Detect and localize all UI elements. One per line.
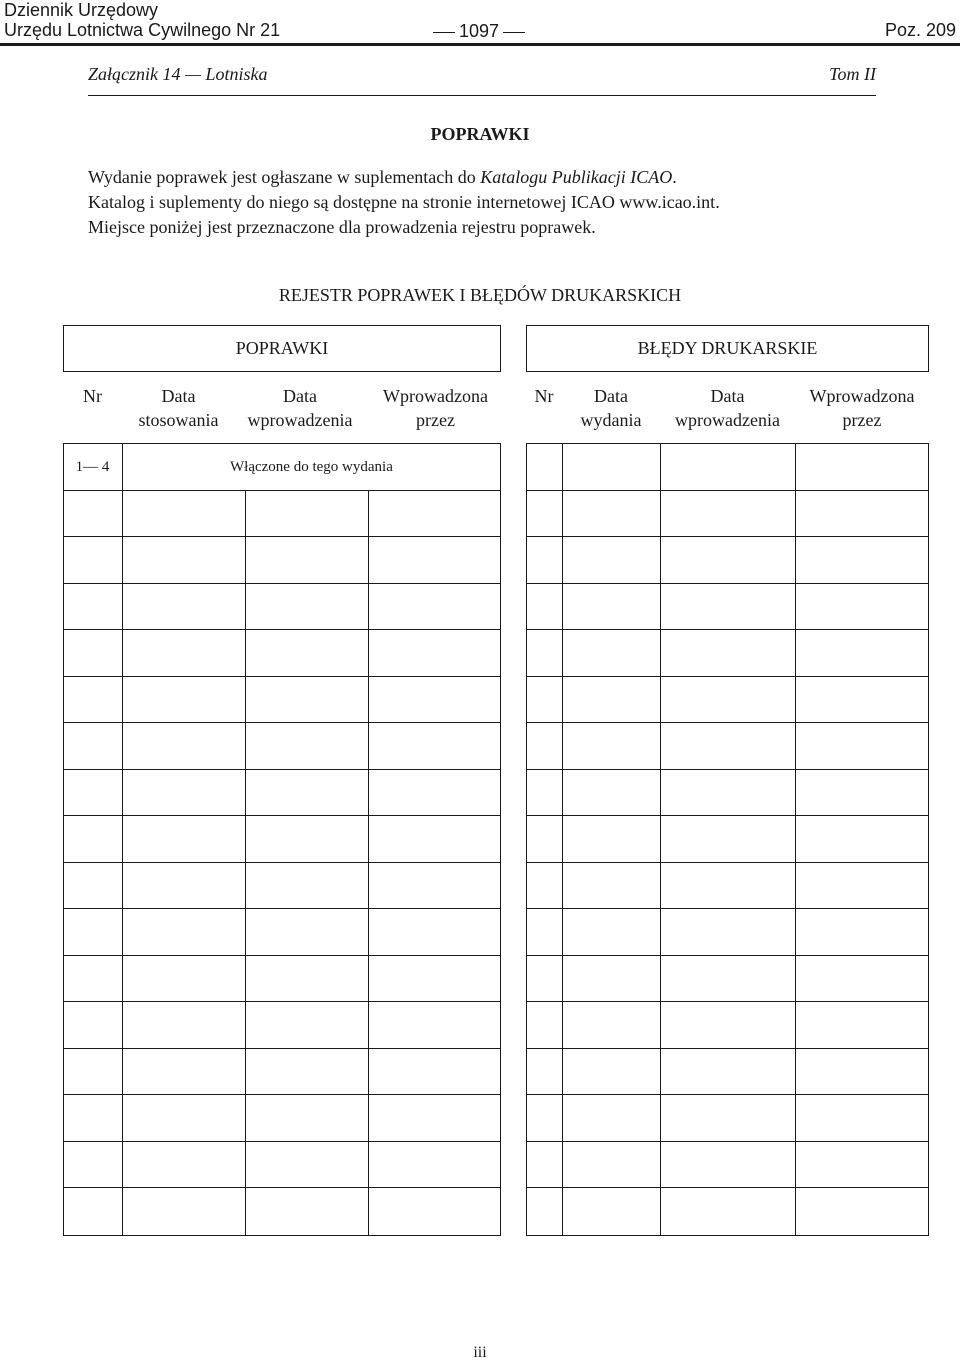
corrigenda-col-divider-2 [660,443,661,1236]
annex-title: Załącznik 14 — Lotniska [88,64,268,84]
corrigenda-col-header-entry-date-line2: wprowadzenia [675,410,780,430]
position-number: Poz. 209 [884,20,956,40]
publication-title [4,0,280,40]
amendments-col-header-nr [63,384,122,408]
corrigenda-col-header-entry-date [660,384,795,432]
intro-line-1-suffix: . [672,167,677,187]
volume-label: Tom II [829,64,876,84]
amendments-row-line [63,955,501,956]
amendments-col-header-entered-by-line2: przez [416,410,455,430]
corrigenda-col-header-issue-date-line1: Data [594,386,628,406]
corrigenda-col-header-issue-date [562,384,660,432]
corrigenda-col-header-entered-by-line2: przez [842,410,882,430]
subheader-divider [88,95,876,96]
page-number-rule-left [433,32,455,33]
page-number-rule-right [503,32,525,33]
amendments-col-divider-1 [122,443,123,1236]
corrigenda-col-divider-3 [795,443,796,1236]
page-number: 1097 [458,21,500,41]
corrigenda-row-line [526,676,929,677]
amendments-col-header-application-date-line1: Data [161,386,196,406]
publication-line-1: Dziennik Urzędowy [4,0,159,20]
publication-line-2: Urzędu Lotnictwa Cywilnego Nr 21 [4,20,281,40]
corrigenda-row-line [526,769,929,770]
amendments-row-line [63,583,501,584]
amendments-row-line [63,676,501,677]
corrigenda-row-line [526,1094,929,1095]
corrigenda-row-line [526,629,929,630]
amendments-col-divider-3 [368,490,369,1236]
corrigenda-col-header-nr [526,384,562,408]
corrigenda-row-line [526,1187,929,1188]
amendments-first-row-note: Włączone do tego wydania [230,459,393,475]
amendments-col-header-application-date [122,384,235,432]
corrigenda-row-line [526,908,929,909]
register-title: REJESTR POPRAWEK I BŁĘDÓW DRUKARSKICH [278,285,682,305]
intro-paragraph [88,165,888,240]
corrigenda-col-divider-1 [562,443,563,1236]
corrigenda-row-line [526,862,929,863]
amendments-col-divider-2 [245,490,246,1236]
amendments-col-header-entry-date-line2: wprowadzenia [247,410,353,430]
intro-line-1-prefix: Wydanie poprawek jest ogłaszane w suplementach do [88,167,481,187]
page-title: POPRAWKI [430,124,530,144]
intro-line-1 [88,165,888,190]
amendments-row-line [63,629,501,630]
amendments-col-header-entered-by [370,384,501,432]
amendments-row-line [63,862,501,863]
corrigenda-row-line [526,1001,929,1002]
corrigenda-col-header-entered-by [795,384,929,432]
amendments-first-row-number: 1— 4 [75,459,110,475]
amendments-row-line [63,1094,501,1095]
amendments-row-line [63,722,501,723]
amendments-row-line [63,1048,501,1049]
corrigenda-col-header-nr-line1: Nr [534,386,554,406]
amendments-row-line [63,815,501,816]
amendments-col-header-nr-line1: Nr [83,386,102,406]
header-divider [0,43,960,46]
amendments-heading: POPRAWKI [235,338,329,358]
corrigenda-row-line [526,536,929,537]
amendments-row-line [63,908,501,909]
amendments-row-line [63,1141,501,1142]
page-folio: iii [473,1344,487,1361]
amendments-col-header-entry-date [235,384,365,432]
intro-line-3: Miejsce poniżej jest przeznaczone dla prowadzenia rejestru poprawek. [88,217,596,237]
corrigenda-row-line [526,955,929,956]
corrigenda-row-line [526,490,929,491]
corrigenda-col-header-issue-date-line2: wydania [580,410,642,430]
corrigenda-col-header-entered-by-line1: Wprowadzona [809,386,915,406]
corrigenda-heading: BŁĘDY DRUKARSKIE [637,338,818,358]
page-number-block [433,21,525,41]
amendments-col-header-application-date-line2: stosowania [138,410,219,430]
amendments-col-header-entered-by-line1: Wprowadzona [383,386,488,406]
amendments-row-line [63,769,501,770]
amendments-col-header-entry-date-line1: Data [283,386,317,406]
amendments-row-line [63,1187,501,1188]
corrigenda-row-line [526,1048,929,1049]
corrigenda-row-line [526,583,929,584]
amendments-grid [63,443,501,1236]
amendments-row-line [63,490,501,491]
amendments-row-line [63,1001,501,1002]
corrigenda-row-line [526,815,929,816]
corrigenda-grid [526,443,929,1236]
corrigenda-col-header-entry-date-line1: Data [710,386,745,406]
amendments-row-line [63,536,501,537]
corrigenda-row-line [526,1141,929,1142]
intro-line-2: Katalog i suplementy do niego są dostępne na stronie internetowej ICAO www.icao.int. [88,192,720,212]
catalogue-title: Katalogu Publikacji ICAO [480,167,673,187]
corrigenda-row-line [526,722,929,723]
